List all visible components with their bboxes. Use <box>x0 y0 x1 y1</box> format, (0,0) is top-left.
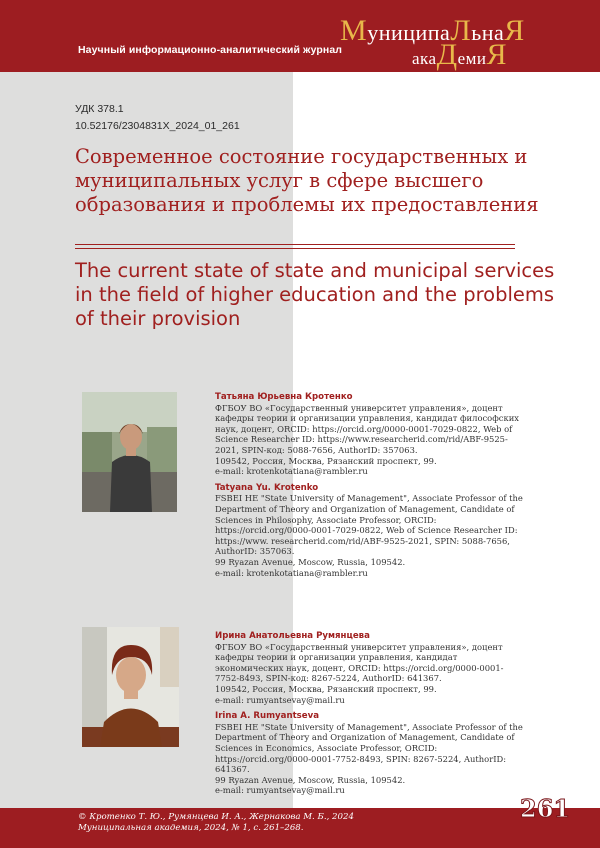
doi-code: 10.52176/2304831X_2024_01_261 <box>75 120 240 132</box>
author-name-en: Tatyana Yu. Krotenko <box>215 482 319 493</box>
title-russian: Современное состояние государственных и муниципальных услуг в сфере высшего образования и проблемы их предоставления <box>75 145 539 216</box>
article-codes <box>75 101 240 135</box>
author-affiliation-en: FSBEI HE "State University of Management", Associate Professor of the Department of Theory and Organization of Management, Candidate of Sciences in Philosophy, Associate Professor, ORCID: https://orcid.org/0000-0001-7029-0822, Web of Science Researcher ID: https://www. researcherid.com/rid/ABF-9525-2021, SPIN: 5088-7656, AuthorID: 357063. <box>215 493 523 557</box>
journal-logo <box>340 14 540 71</box>
author-email-en: e-mail: rumyantsevay@mail.ru <box>215 785 345 796</box>
author-photo-image <box>82 392 177 512</box>
author-affiliation-ru: ФГБОУ ВО «Государственный университет управления», доцент кафедры теории и организации управления, кандидат экономических наук, доцент, ORCID: https://orcid.org/0000-0001-7752-8493, SPIN-код: 8267-5224, AuthorID: 641367. <box>215 641 504 684</box>
page-number: 261 <box>520 794 571 823</box>
author-email-ru: e-mail: krotenkotatiana@rambler.ru <box>215 466 368 477</box>
title-english: The current state of state and municipal services in the field of higher education and the problems of their provision <box>75 259 555 330</box>
author-name-en: Irina A. Rumyantseva <box>215 711 320 722</box>
udk-code: УДК 378.1 <box>75 103 124 115</box>
author-address-ru: 109542, Россия, Москва, Рязанский проспект, 99. <box>215 455 437 466</box>
footer-citation <box>78 812 354 834</box>
author-affiliation-en: FSBEI HE "State University of Management", Associate Professor of the Department of Theory and Organization of Management, Candidate of Sciences in Economics, Associate Professor, ORCID: https://orcid.org/0000-0001-7752-8493, SPIN: 8267-5224, AuthorID: 641367. <box>215 721 523 775</box>
author-email-ru: e-mail: rumyantsevay@mail.ru <box>215 694 345 705</box>
author-address-en: 99 Ryazan Avenue, Moscow, Russia, 109542. <box>215 556 406 567</box>
author-info-krotenko <box>215 392 525 578</box>
title-divider-top <box>75 244 515 245</box>
author-address-en: 99 Ryazan Avenue, Moscow, Russia, 109542. <box>215 774 406 785</box>
author-name-ru: Ирина Анатольевна Румянцева <box>215 631 370 641</box>
copyright-line: © Кротенко Т. Ю., Румянцева И. А., Жернакова М. Б., 2024 <box>78 812 354 822</box>
author-photo-image <box>82 627 179 747</box>
author-address-ru: 109542, Россия, Москва, Рязанский проспект, 99. <box>215 683 437 694</box>
author-affiliation-ru: ФГБОУ ВО «Государственный университет управления», доцент кафедры теории и организации управления, кандидат философских наук, доцент, ORCID: https://orcid.org/0000-0001-7029-0822, Web of Science Researcher ID: https://www.researcherid.com/rid/ABF-9525-2021, SPIN-код: 5088-7656, AuthorID: 357063. <box>215 402 520 455</box>
title-divider-bottom <box>75 248 515 249</box>
author-info-rumyantseva <box>215 631 525 796</box>
author-photo-krotenko <box>82 392 177 512</box>
logo-top-line: МуниципаЛьнаЯ <box>340 14 525 47</box>
author-photo-rumyantseva <box>82 627 179 747</box>
journal-subtitle: Научный информационно-аналитический журнал <box>78 44 343 56</box>
author-email-en: e-mail: krotenkotatiana@rambler.ru <box>215 567 368 578</box>
citation-line: Муниципальная академия, 2024, № 1, с. 261–268. <box>78 823 304 833</box>
author-name-ru: Татьяна Юрьевна Кротенко <box>215 392 353 402</box>
logo-bottom-line: акаДемиЯ <box>412 38 507 71</box>
